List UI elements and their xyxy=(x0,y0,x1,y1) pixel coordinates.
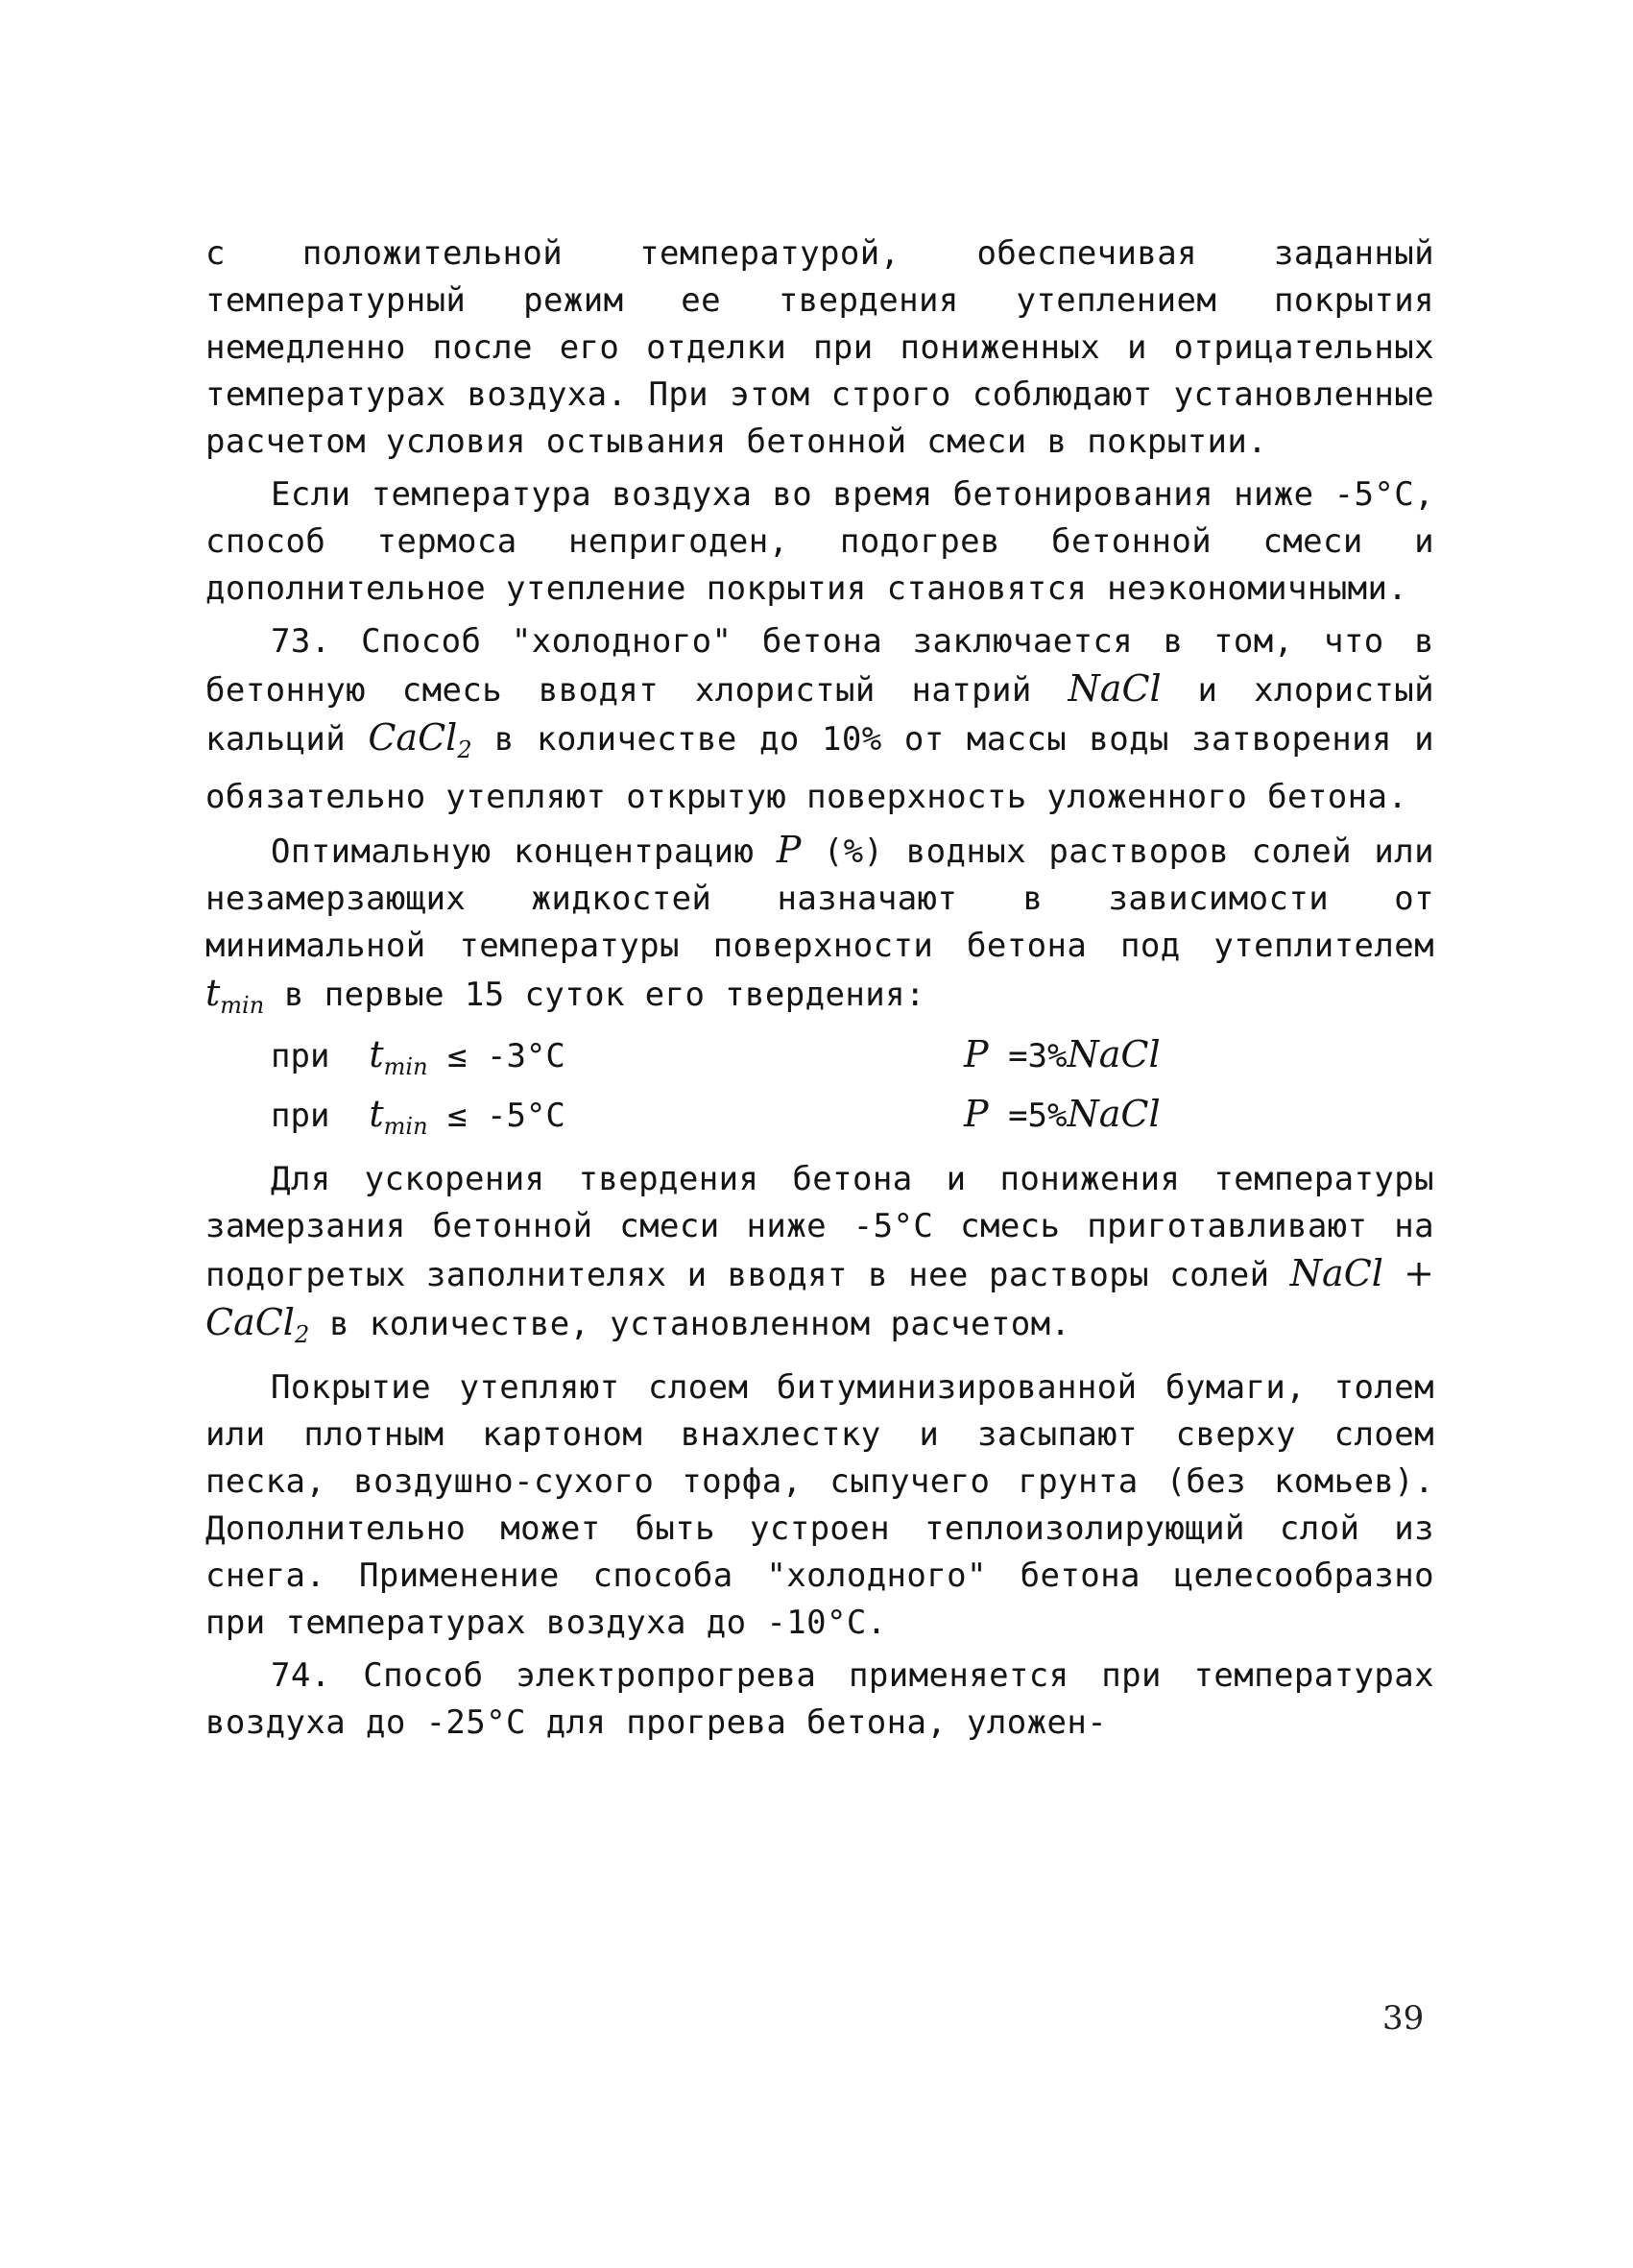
formula-subscript: 2 xyxy=(294,1321,310,1348)
page-number: 39 xyxy=(1382,1999,1425,2038)
condition-prefix: при xyxy=(271,1097,330,1135)
paragraph-text: в первые 15 суток его твердения: xyxy=(284,976,925,1014)
paragraph-text: и хлористый кальций xyxy=(205,671,1434,759)
paragraph-text: в количестве, установленном расчетом. xyxy=(329,1305,1071,1343)
paragraph-text: Если температура воздуха во время бетонирования ниже -5°С, способ термоса непригоден, подогрев бетонной смеси и дополнительное утепление покрытия становятся неэкономичными. xyxy=(205,475,1434,608)
paragraph-text: в количестве до 10% от массы воды затворения и обязательно утепляют открытую поверхность уложенного бетона. xyxy=(205,720,1434,816)
formula-subscript: 2 xyxy=(457,736,472,763)
condition-relation: ≤ -3°С xyxy=(447,1037,565,1075)
paragraph-text: 73. Способ "холодного" бетона заключается в том, что в бетонную смесь вводят хлористый натрий xyxy=(205,622,1434,710)
paragraph-text: 74. Способ электропрогрева применяется при температурах воздуха до -25°С для прогрева бетона, уложен- xyxy=(205,1656,1434,1742)
formula-cacl2 xyxy=(368,716,472,763)
formula-plus: + xyxy=(1404,1252,1435,1294)
paragraph-text: с положительной температурой, обеспечивая заданный температурный режим ее твердения утеплением покрытия немедленно после его отделки при пониженных и отрицательных температурах воздуха. При этом строго соблюдают установленные расчетом условия остывания бетонной смеси в покрытии. xyxy=(205,234,1434,461)
symbol-p: P xyxy=(776,829,802,871)
condition-left xyxy=(271,1091,964,1150)
formula-nacl: NaCl xyxy=(1289,1252,1383,1294)
condition-row xyxy=(271,1031,1434,1091)
paragraph-text: Оптимальную концентрацию xyxy=(271,832,755,871)
formula-base: CaCl xyxy=(368,716,458,759)
condition-p: P xyxy=(964,1093,989,1135)
paragraph-thermos-limit xyxy=(205,471,1434,613)
paragraph-thermos-method xyxy=(205,230,1434,466)
condition-salt: NaCl xyxy=(1067,1093,1161,1135)
symbol-base: t xyxy=(205,972,221,1014)
symbol-subscript: min xyxy=(383,1113,428,1140)
paragraph-text: Покрытие утепляют слоем битуминизированной бумаги, толем или плотным картоном внахлестку и засыпают сверху слоем песка, воздушно-сухого торфа, сыпучего грунта (без комьев). Дополнительно может быть устроен теплоизолирующий слой из снега. Применение способа "холодного" бетона целесообразно при температурах воздуха до -10°С. xyxy=(205,1368,1434,1642)
condition-left xyxy=(271,1031,964,1091)
symbol-subscript: min xyxy=(220,992,265,1019)
paragraph-acceleration xyxy=(205,1156,1434,1359)
paragraph-electric-heating xyxy=(205,1653,1434,1747)
symbol-base: t xyxy=(369,1033,384,1075)
paragraph-insulation xyxy=(205,1364,1434,1647)
symbol-subscript: min xyxy=(383,1053,428,1080)
document-page xyxy=(205,230,1434,1752)
condition-right xyxy=(964,1031,1434,1091)
formula-base: CaCl xyxy=(205,1301,295,1343)
symbol-t-min xyxy=(205,972,265,1019)
condition-t xyxy=(369,1093,428,1140)
symbol-base: t xyxy=(369,1093,384,1135)
condition-value: =5% xyxy=(1008,1097,1068,1135)
paragraph-text: Для ускорения твердения бетона и понижения температуры замерзания бетонной смеси ниже -5°С смесь приготавливают на подогретых заполнителях и вводят в нее растворы солей xyxy=(205,1160,1434,1294)
condition-value: =3% xyxy=(1008,1037,1068,1075)
condition-prefix: при xyxy=(271,1037,330,1075)
condition-table xyxy=(271,1031,1434,1150)
formula-cacl2 xyxy=(205,1301,310,1348)
formula-nacl: NaCl xyxy=(1068,667,1162,710)
condition-row xyxy=(271,1091,1434,1150)
paragraph-cold-concrete xyxy=(205,618,1434,821)
paragraph-concentration xyxy=(205,827,1434,1029)
condition-t xyxy=(369,1033,428,1080)
condition-p: P xyxy=(964,1033,989,1075)
condition-right xyxy=(964,1091,1434,1150)
condition-salt: NaCl xyxy=(1067,1033,1161,1075)
condition-relation: ≤ -5°С xyxy=(447,1097,565,1135)
paragraph-text: (%) водных растворов солей или незамерзающих жидкостей назначают в зависимости от минимальной температуры поверхности бетона под утеплителем xyxy=(205,832,1435,965)
